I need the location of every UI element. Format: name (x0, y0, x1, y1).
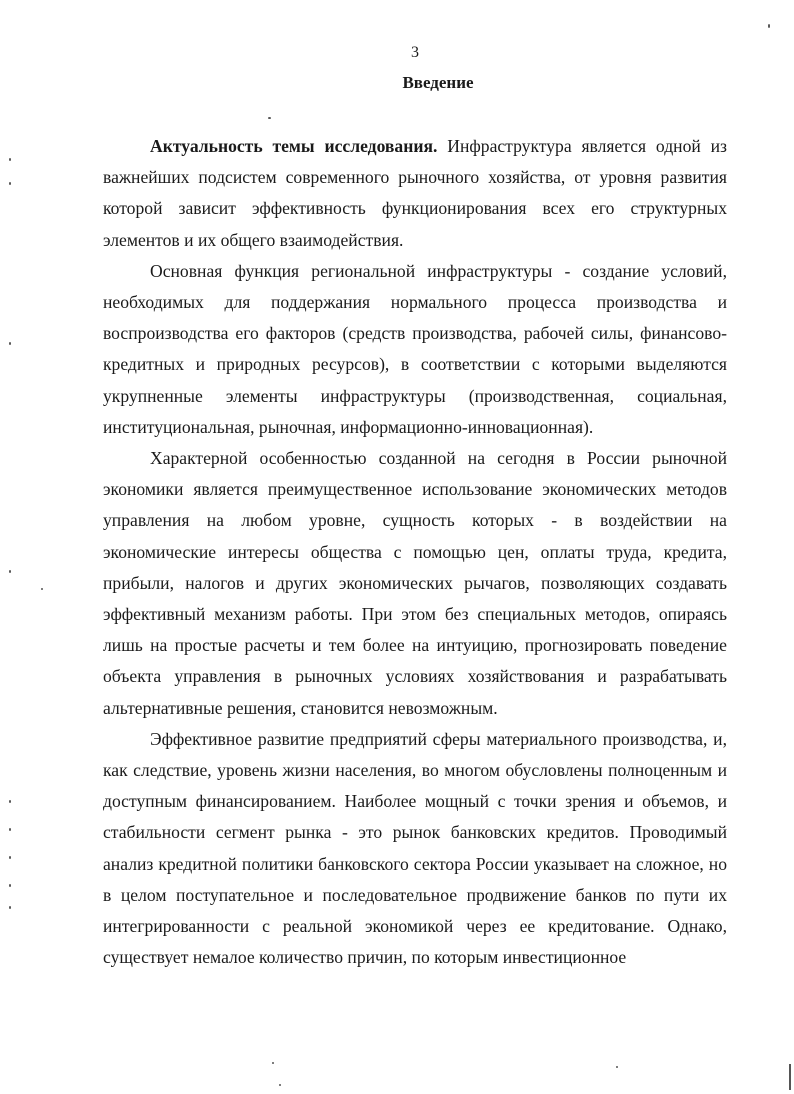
scan-speck (9, 800, 11, 803)
scan-speck (41, 588, 43, 590)
scan-speck (616, 1066, 618, 1068)
scan-speck (9, 182, 11, 185)
scan-speck (9, 884, 11, 887)
page-number: 3 (411, 44, 419, 61)
paragraph-text: Инфраструктура является одной из важнейших подсистем современного рыночного хозяйства, от уровня развития которой зависит эффективность функционирования всех его структурных элементов и их общего взаимодействия. (103, 136, 727, 250)
paragraph-relevance (103, 131, 727, 256)
scan-speck (9, 342, 11, 345)
paragraph-lead: Актуальность темы исследования. (150, 136, 438, 156)
scan-speck (9, 158, 11, 161)
paragraph-text: Эффективное развитие предприятий сферы материального производства, и, как следствие, уровень жизни населения, во многом обусловлены полноценным и доступным финансированием. Наиболее мощный с точки зрения и объемов, и стабильности сегмент рынка - это рынок банковских кредитов. Проводимый анализ кредитной политики банковского сектора России указывает на сложное, но в целом поступательное и последовательное продвижение банков по пути их интегрированности с реальной экономикой через ее кредитование. Однако, существует немалое количество причин, по которым инвестиционное (103, 728, 727, 968)
paragraph-economy (103, 443, 727, 724)
paragraph-infrastructure (103, 256, 727, 443)
scan-speck (768, 24, 770, 28)
scan-speck (9, 906, 11, 909)
scan-speck (9, 828, 11, 831)
paragraph-text: Характерной особенностью созданной на сегодня в России рыночной экономики является преимущественное использование экономических методов управления на любом уровне, сущность которых - в воздействии на экономические интересы общества с помощью цен, оплаты труда, кредита, прибыли, налогов и других экономических рычагов, позволяющих создавать эффективный механизм работы. При этом без специальных методов, опираясь лишь на простые расчеты и тем более на интуицию, прогнозировать поведение объекта управления в рыночных условиях хозяйствования и разрабатывать альтернативные решения, становится невозможным. (103, 448, 727, 718)
scan-speck (272, 1062, 274, 1064)
body-text (103, 131, 727, 973)
scan-speck (279, 1084, 281, 1086)
scan-speck (9, 856, 11, 859)
paragraph-text: Основная функция региональной инфраструктуры - создание условий, необходимых для поддержания нормального процесса производства и воспроизводства его факторов (средств производства, рабочей силы, финансово-кредитных и природных ресурсов), в соответствии с которыми выделяются укрупненные элементы инфраструктуры (производственная, социальная, институциональная, рыночная, информационно-инновационная). (103, 260, 727, 437)
section-heading: Введение (402, 73, 474, 92)
scan-speck (268, 117, 271, 119)
paragraph-development (103, 724, 727, 974)
scan-speck (9, 570, 11, 573)
scan-speck (789, 1064, 791, 1090)
